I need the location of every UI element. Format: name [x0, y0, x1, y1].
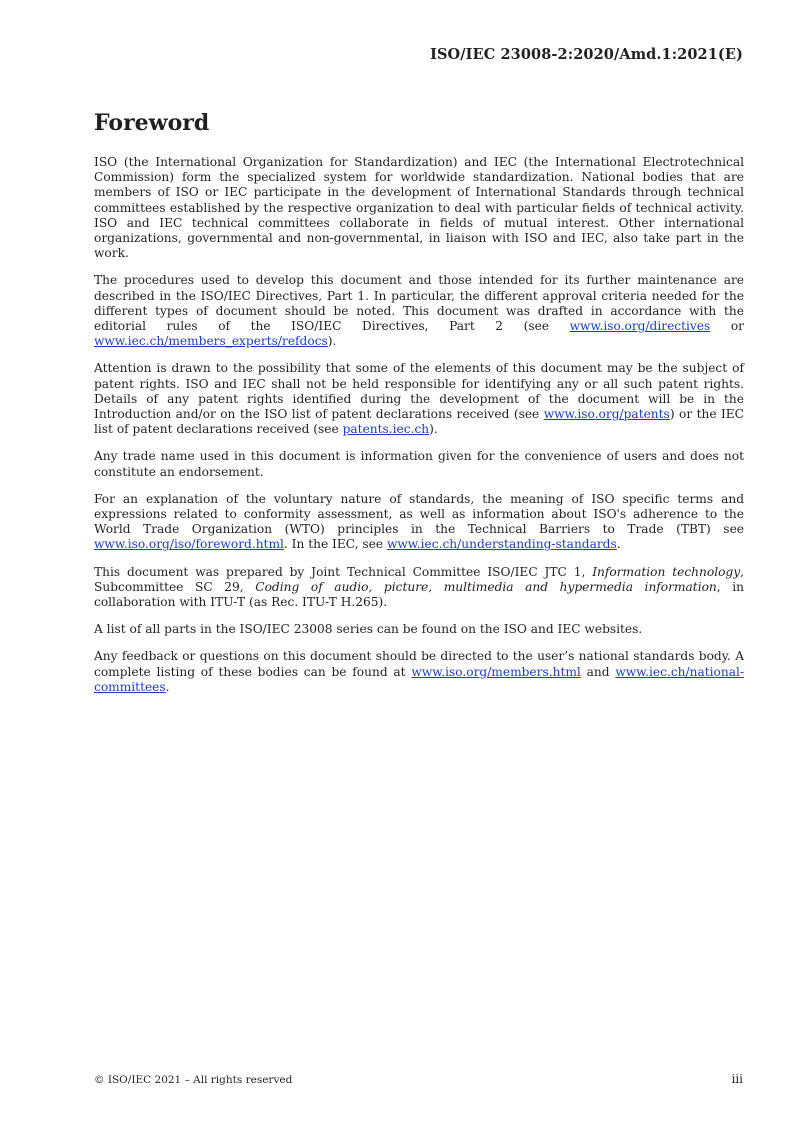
- paragraph-trade-name: Any trade name used in this document is information given for the convenience of users and does not constitute an endorsement.: [94, 449, 744, 479]
- foreword-body: [94, 155, 744, 707]
- paragraph-text: Any feedback or questions on this document should be directed to the user’s national standards body. A complete listing of these bodies can be found at: [94, 649, 744, 679]
- paragraph-parts-list: A list of all parts in the ISO/IEC 23008 series can be found on the ISO and IEC websites.: [94, 622, 643, 637]
- paragraph-text: , in collaboration with ITU-T (as Rec. ITU-T H.265).: [94, 579, 744, 610]
- paragraph-text: Attention is drawn to the possibility that some of the elements of this document may be the subject of patent rights. ISO and IEC shall not be held responsible for identifying any or all such patent rights. Details of any patent rights identified during the development of the document will be in the Introduction and/or on the ISO list of patent declarations received (see: [94, 361, 744, 422]
- paragraph-text: .: [165, 679, 170, 694]
- paragraph-text: ).: [327, 334, 337, 349]
- paragraph-text: or: [710, 319, 744, 334]
- page-title: Foreword: [94, 110, 210, 136]
- link-iec-national-committees[interactable]: www.iec.ch/national-committees: [94, 664, 745, 694]
- paragraph-text: For an explanation of the voluntary nature of standards, the meaning of ISO specific terms and expressions related to conformity assessment, as well as information about ISO's adherence to the World Trade Organization (WTO) principles in the Technical Barriers to Trade (TBT) see: [94, 491, 744, 537]
- committee-name: Information technology: [592, 564, 741, 579]
- paragraph-text: . In the IEC, see: [283, 537, 387, 552]
- paragraph-prepared-by: [94, 565, 744, 611]
- paragraph-text: , Subcommittee SC 29,: [94, 564, 744, 594]
- link-iec-understanding-standards[interactable]: www.iec.ch/understanding-standards: [386, 537, 617, 552]
- paragraph-text: ) or the IEC list of patent declarations received (see: [94, 407, 744, 437]
- paragraph-text: The procedures used to develop this document and those intended for its further maintenance are described in the ISO/IEC Directives, Part 1. In particular, the different approval criteria needed for the different types of document should be noted. This document was drafted in accordance with the editorial rules of the ISO/IEC Directives, Part 2 (see: [94, 273, 744, 334]
- paragraph-patents: [94, 361, 744, 437]
- link-iso-patents[interactable]: www.iso.org/patents: [543, 407, 670, 422]
- footer-copyright: © ISO/IEC 2021 – All rights reserved: [94, 1074, 293, 1086]
- link-iso-foreword[interactable]: www.iso.org/iso/foreword.html: [94, 537, 284, 552]
- paragraph-feedback: [94, 649, 744, 695]
- link-iec-patents[interactable]: patents.iec.ch: [342, 422, 430, 437]
- paragraph-standardization: ISO (the International Organization for Standardization) and IEC (the International Electrotechnical Commission) form the specialized system for worldwide standardization. National bodies that are members of ISO or IEC participate in the development of International Standards through technical committees established by the respective organization to deal with particular fields of technical activity. ISO and IEC technical committees collaborate in fields of mutual interest. Other international organizations, governmental and non-governmental, in liaison with ISO and IEC, also take part in the work.: [94, 155, 744, 261]
- paragraph-procedures: [94, 273, 744, 349]
- paragraph-text: ).: [429, 422, 438, 437]
- paragraph-text: and: [580, 664, 616, 679]
- link-iec-refdocs[interactable]: www.iec.ch/members_experts/refdocs: [94, 334, 328, 349]
- paragraph-text: This document was prepared by Joint Technical Committee ISO/IEC JTC 1,: [94, 564, 593, 579]
- subcommittee-name: Coding of audio, picture, multimedia and hypermedia information: [255, 579, 717, 594]
- paragraph-text: .: [616, 537, 621, 552]
- footer-page-number: iii: [731, 1072, 743, 1086]
- link-iso-members[interactable]: www.iso.org/members.html: [411, 664, 581, 679]
- link-iso-directives[interactable]: www.iso.org/directives: [569, 319, 711, 334]
- paragraph-voluntary-nature: [94, 492, 744, 553]
- document-reference: ISO/IEC 23008-2:2020/Amd.1:2021(E): [430, 46, 743, 63]
